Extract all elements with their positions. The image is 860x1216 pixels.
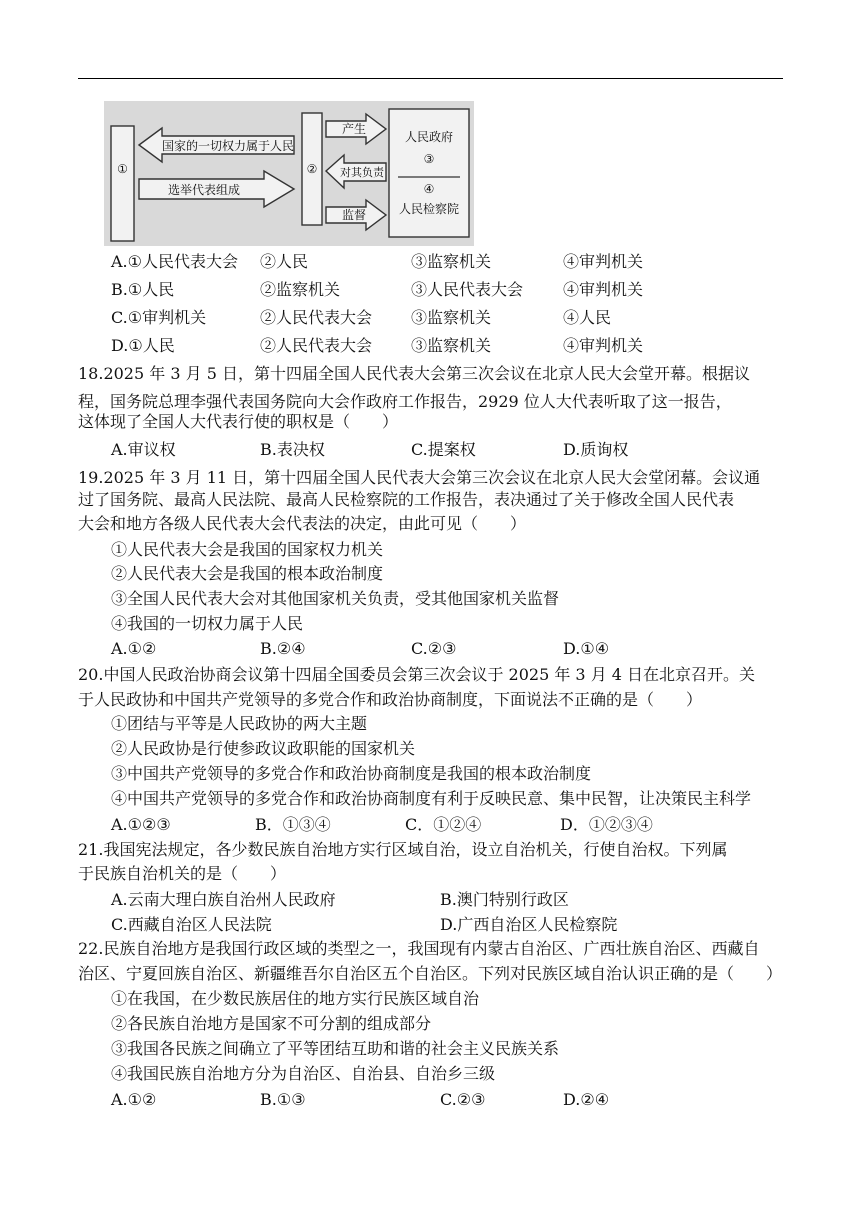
q21-option-b: B.澳门特别行政区 (440, 890, 569, 909)
q22-item-1: ①在我国，在少数民族居住的地方实行民族区域自治 (111, 989, 480, 1008)
q21-stem-2: 于民族自治机关的是（ ） (78, 864, 287, 883)
q22-option-d: D.②④ (563, 1090, 610, 1109)
q17-c-4: ④人民 (563, 308, 612, 327)
arrow-top-label: 国家的一切权力属于人民 (161, 139, 295, 153)
q18-option-b: B.表决权 (260, 440, 325, 459)
q21-option-a: A.云南大理白族自治州人民政府 (111, 890, 336, 909)
arrow-produce-label: 产生 (341, 122, 367, 136)
box1-label: ① (117, 162, 128, 176)
q17-d-2: ②人民代表大会 (260, 336, 373, 355)
q19-stem-2: 过了国务院、最高人民法院、最高人民检察院的工作报告，表决通过了关于修改全国人民代表 (78, 490, 735, 509)
q22-item-2: ②各民族自治地方是国家不可分割的组成部分 (111, 1014, 432, 1033)
q17-d-1: D.①人民 (111, 336, 175, 355)
q17-a-2: ②人民 (260, 252, 309, 271)
q19-stem-3: 大会和地方各级人民代表大会代表法的决定，由此可见（ ） (78, 514, 527, 533)
q17-b-3: ③人民代表大会 (411, 280, 524, 299)
q17-b-2: ②监察机关 (260, 280, 341, 299)
q19-item-2: ②人民代表大会是我国的根本政治制度 (111, 564, 384, 583)
q17-d-4: ④审判机关 (563, 336, 644, 355)
box4-label: ④ (423, 182, 435, 196)
q17-c-2: ②人民代表大会 (260, 308, 373, 327)
q19-option-a: A.①② (111, 639, 157, 658)
box3-label: ③ (423, 152, 435, 166)
q20-item-2: ②人民政协是行使参政议政职能的国家机关 (111, 739, 416, 758)
q18-stem-1: 18.2025 年 3 月 5 日，第十四届全国人民代表大会第三次会议在北京人民大会堂开幕。根据议 (78, 364, 750, 383)
q20-option-d: D．①②③④ (560, 815, 653, 834)
q17-c-3: ③监察机关 (411, 308, 492, 327)
q18-option-a: A.审议权 (111, 440, 176, 459)
q18-stem-3: 这体现了全国人大代表行使的职权是（ ） (78, 412, 399, 431)
q20-item-3: ③中国共产党领导的多党合作和政治协商制度是我国的根本政治制度 (111, 764, 592, 783)
q22-stem-1: 22.民族自治地方是我国行政区域的类型之一，我国现有内蒙古自治区、广西壮族自治区、西藏自 (78, 939, 760, 958)
q21-option-d: D.广西自治区人民检察院 (440, 915, 618, 934)
q17-c-1: C.①审判机关 (111, 308, 207, 327)
q21-stem-1: 21.我国宪法规定，各少数民族自治地方实行区域自治，设立自治机关，行使自治权。下列属 (78, 840, 728, 859)
arrow-bottom-label: 选举代表组成 (167, 183, 241, 197)
q20-stem-2: 于人民政协和中国共产党领导的多党合作和政治协商制度，下面说法不正确的是（ ） (78, 690, 703, 709)
q22-option-c: C.②③ (440, 1090, 486, 1109)
q20-item-4: ④中国共产党领导的多党合作和政治协商制度有利于反映民意、集中民智，让决策民主科学 (111, 789, 752, 808)
q22-item-3: ③我国各民族之间确立了平等团结互助和谐的社会主义民族关系 (111, 1039, 560, 1058)
q17-a-4: ④审判机关 (563, 252, 644, 271)
q19-option-d: D.①④ (563, 639, 610, 658)
arrow-responsible-label: 对其负责 (340, 167, 384, 179)
header-rule (78, 78, 783, 79)
q19-item-3: ③全国人民代表大会对其他国家机关负责，受其他国家机关监督 (111, 589, 560, 608)
arrow-supervise-label: 监督 (341, 208, 367, 222)
q18-option-d: D.质询权 (563, 440, 629, 459)
q22-option-a: A.①② (111, 1090, 157, 1109)
q22-option-b: B.①③ (260, 1090, 306, 1109)
q19-item-1: ①人民代表大会是我国的国家权力机关 (111, 540, 384, 559)
q17-d-3: ③监察机关 (411, 336, 492, 355)
q17-b-4: ④审判机关 (563, 280, 644, 299)
q17-b-1: B.①人民 (111, 280, 175, 299)
q19-item-4: ④我国的一切权力属于人民 (111, 614, 304, 633)
q18-option-c: C.提案权 (411, 440, 476, 459)
q19-option-c: C.②③ (411, 639, 457, 658)
q17-a-3: ③监察机关 (411, 252, 492, 271)
q19-stem-1: 19.2025 年 3 月 11 日，第十四届全国人民代表大会第三次会议在北京人民大会堂闭幕。会议通 (78, 468, 761, 487)
q21-option-c: C.西藏自治区人民法院 (111, 915, 272, 934)
power-structure-diagram (104, 101, 474, 246)
q20-item-1: ①团结与平等是人民政协的两大主题 (111, 714, 368, 733)
q20-stem-1: 20.中国人民政治协商会议第十四届全国委员会第三次会议于 2025 年 3 月 4 日在北京召开。关 (78, 665, 756, 684)
q22-stem-2: 治区、宁夏回族自治区、新疆维吾尔自治区五个自治区。下列对民族区域自治认识正确的是（ ） (78, 964, 783, 983)
gov-label: 人民政府 (404, 130, 454, 144)
q17-a-1: A.①人民代表大会 (111, 252, 238, 271)
q20-option-c: C．①②④ (405, 815, 482, 834)
q22-item-4: ④我国民族自治地方分为自治区、自治县、自治乡三级 (111, 1064, 496, 1083)
procuratorate-label: 人民检察院 (398, 202, 460, 216)
q18-stem-2: 程，国务院总理李强代表国务院向大会作政府工作报告，2929 位人大代表听取了这一报告， (78, 392, 732, 411)
q20-option-a: A.①②③ (111, 815, 171, 834)
box2-label: ② (306, 162, 318, 176)
q19-option-b: B.②④ (260, 639, 306, 658)
q20-option-b: B．①③④ (255, 815, 331, 834)
